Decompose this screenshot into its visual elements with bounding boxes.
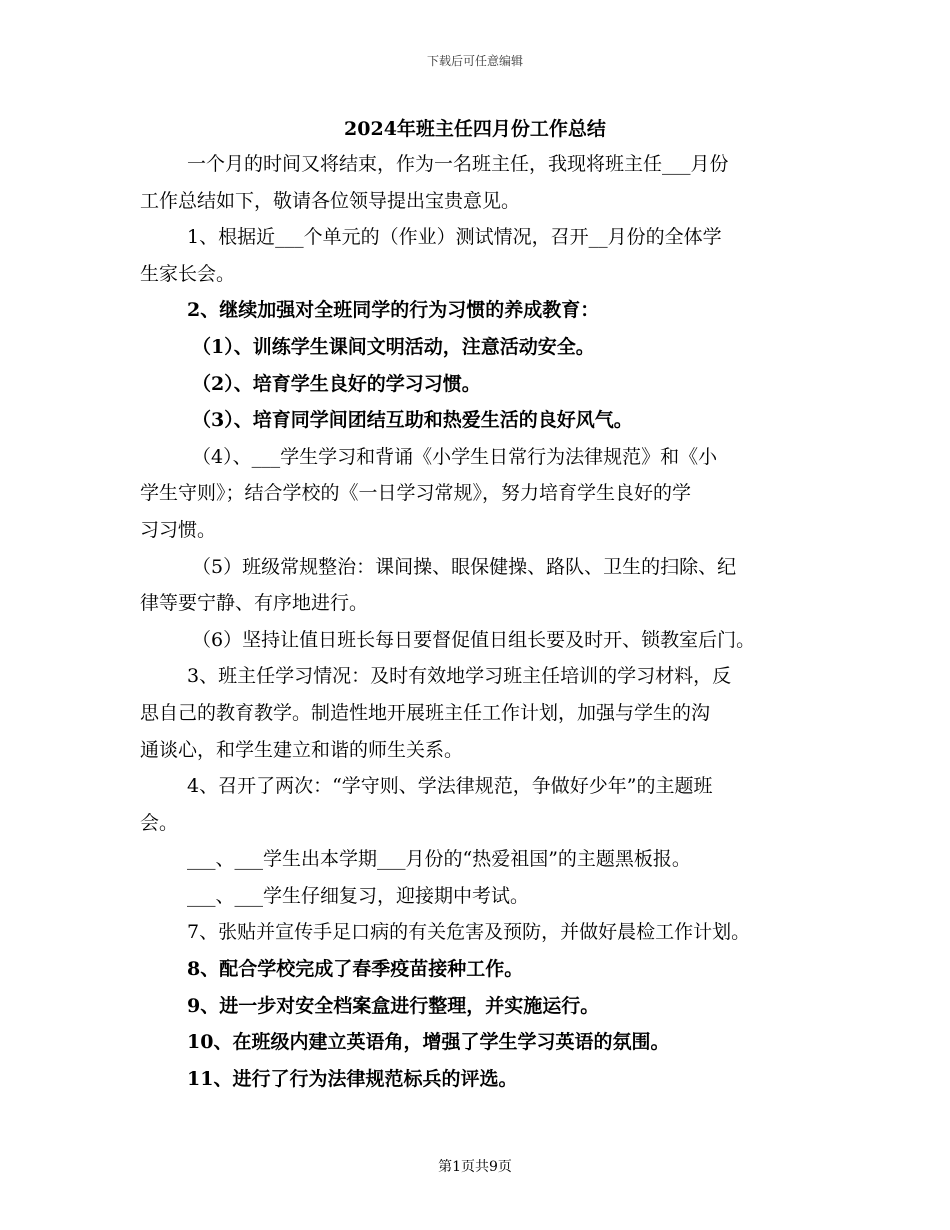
document-body (140, 146, 828, 1097)
section-heading: 2、继续加强对全班同学的行为习惯的养成教育： (187, 299, 600, 322)
list-item: 11、进行了行为法律规范标兵的评选。 (187, 1067, 518, 1090)
sub-item: （2）、培育学生良好的学习习惯。 (192, 372, 481, 395)
paragraph-line: 会。 (140, 811, 179, 834)
paragraph-line: 工作总结如下，敬请各位领导提出宝贵意见。 (140, 189, 521, 212)
page-number: 第1页共9页 (438, 1159, 512, 1175)
sub-item: （1）、训练学生课间文明活动，注意活动安全。 (192, 335, 595, 358)
list-item: 8、配合学校完成了春季疫苗接种工作。 (187, 958, 524, 981)
sub-item: （3）、培育同学间团结互助和热爱生活的良好风气。 (192, 409, 633, 432)
paragraph-line: ___、___学生仔细复习，迎接期中考试。 (187, 884, 530, 907)
paragraph-line: 律等要宁静、有序地进行。 (140, 592, 369, 615)
header-note: 下载后可任意编辑 (426, 54, 523, 68)
paragraph-line: 生家长会。 (140, 262, 236, 285)
document-title: 2024年班主任四月份工作总结 (344, 118, 606, 140)
paragraph-line: 7、张贴并宣传手足口病的有关危害及预防，并做好晨检工作计划。 (187, 921, 751, 944)
paragraph-line: 4、召开了两次：“学守则、学法律规范，争做好少年”的主题班 (187, 775, 713, 798)
list-item: 9、进一步对安全档案盒进行整理，并实施运行。 (187, 994, 600, 1017)
paragraph-line: 1、根据近___个单元的（作业）测试情况，召开__月份的全体学 (187, 226, 722, 249)
list-item: 10、在班级内建立英语角，增强了学生学习英语的氛围。 (187, 1031, 670, 1054)
paragraph-line: 3、班主任学习情况：及时有效地学习班主任培训的学习材料，反 (187, 665, 732, 688)
sub-item: （6）坚持让值日班长每日要督促值日组长要及时开、锁教室后门。 (192, 628, 756, 651)
paragraph-line: 学生守则》；结合学校的《一日学习常规》，努力培育学生良好的学 (140, 482, 692, 505)
sub-item: （5）班级常规整治：课间操、眼保健操、路队、卫生的扫除、纪 (192, 555, 737, 578)
sub-item: （4）、___学生学习和背诵《小学生日常行为法律规范》和《小 (192, 445, 718, 468)
paragraph-line: ___、___学生出本学期___月份的“热爱祖国”的主题黑板报。 (187, 848, 691, 871)
paragraph-line: 习习惯。 (140, 518, 217, 541)
paragraph-line: 思自己的教育教学。制造性地开展班主任工作计划，加强与学生的沟 (140, 701, 711, 724)
paragraph-line: 通谈心，和学生建立和谐的师生关系。 (140, 738, 464, 761)
paragraph-line: 一个月的时间又将结束，作为一名班主任，我现将班主任___月份 (187, 153, 729, 175)
